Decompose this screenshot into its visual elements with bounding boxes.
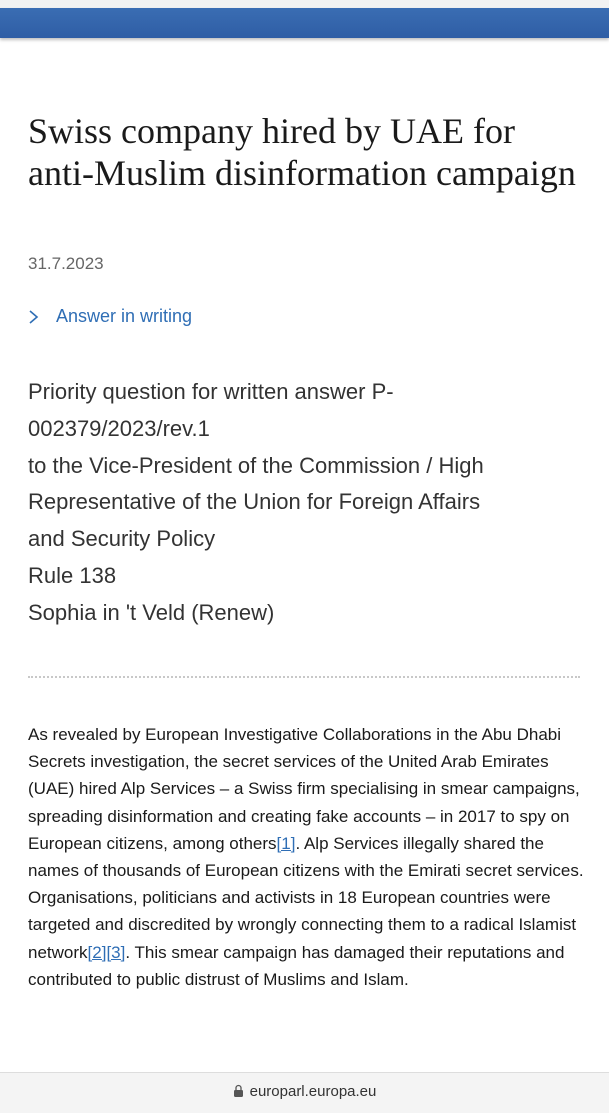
lock-icon bbox=[233, 1084, 244, 1097]
header-blue-band bbox=[0, 8, 609, 38]
publication-date: 31.7.2023 bbox=[28, 254, 104, 273]
addressee-line-1: to the Vice-President of the Commission / High bbox=[28, 452, 484, 478]
question-body-text bbox=[28, 721, 588, 993]
rule-line: Rule 138 bbox=[28, 562, 117, 588]
url-text: europarl.europa.eu bbox=[249, 1083, 377, 1100]
page-title: Swiss company hired by UAE for anti-Muslim disinformation campaign bbox=[28, 111, 576, 193]
dotted-divider bbox=[28, 676, 580, 678]
answer-in-writing-link[interactable] bbox=[28, 306, 192, 327]
addressee-line-3: and Security Policy bbox=[28, 526, 216, 552]
author-line: Sophia in 't Veld (Renew) bbox=[28, 599, 275, 625]
footnote-link-3[interactable]: [3] bbox=[106, 942, 126, 962]
footnote-link-2[interactable]: [2] bbox=[87, 942, 107, 962]
addressee-line-2: Representative of the Union for Foreign Affairs bbox=[28, 489, 481, 515]
chevron-right-icon bbox=[28, 307, 40, 327]
top-header-bar bbox=[0, 0, 609, 36]
body-text-part-1: As revealed by European Investigative Collaborations in the Abu Dhabi Secrets investigation, the secret services of the United Arab Emirates (UAE) hired Alp Services – a Swiss firm specialising in smear campaigns, spreading disinformation and creating fake accounts – in 2017 to spy on European citizens, among others bbox=[28, 725, 580, 853]
answer-link-label: Answer in writing bbox=[56, 306, 193, 326]
question-type-line: Priority question for written answer P- bbox=[28, 379, 394, 404]
body-text-part-3: . This smear campaign has damaged their reputations and contributed to public distrust of Muslims and Islam. bbox=[28, 942, 565, 989]
footnote-link-1[interactable]: [1] bbox=[276, 833, 296, 853]
body-text-part-2: . Alp Services illegally shared the names of thousands of European citizens with the Emirati secret services. Organisations, politicians and activists in 18 European countries were targeted and discredited by wrongly connecting them to a radical Islamist network bbox=[28, 833, 584, 962]
browser-url-display[interactable] bbox=[0, 1083, 609, 1100]
question-details bbox=[28, 374, 598, 632]
question-reference-line: 002379/2023/rev.1 bbox=[28, 415, 210, 441]
